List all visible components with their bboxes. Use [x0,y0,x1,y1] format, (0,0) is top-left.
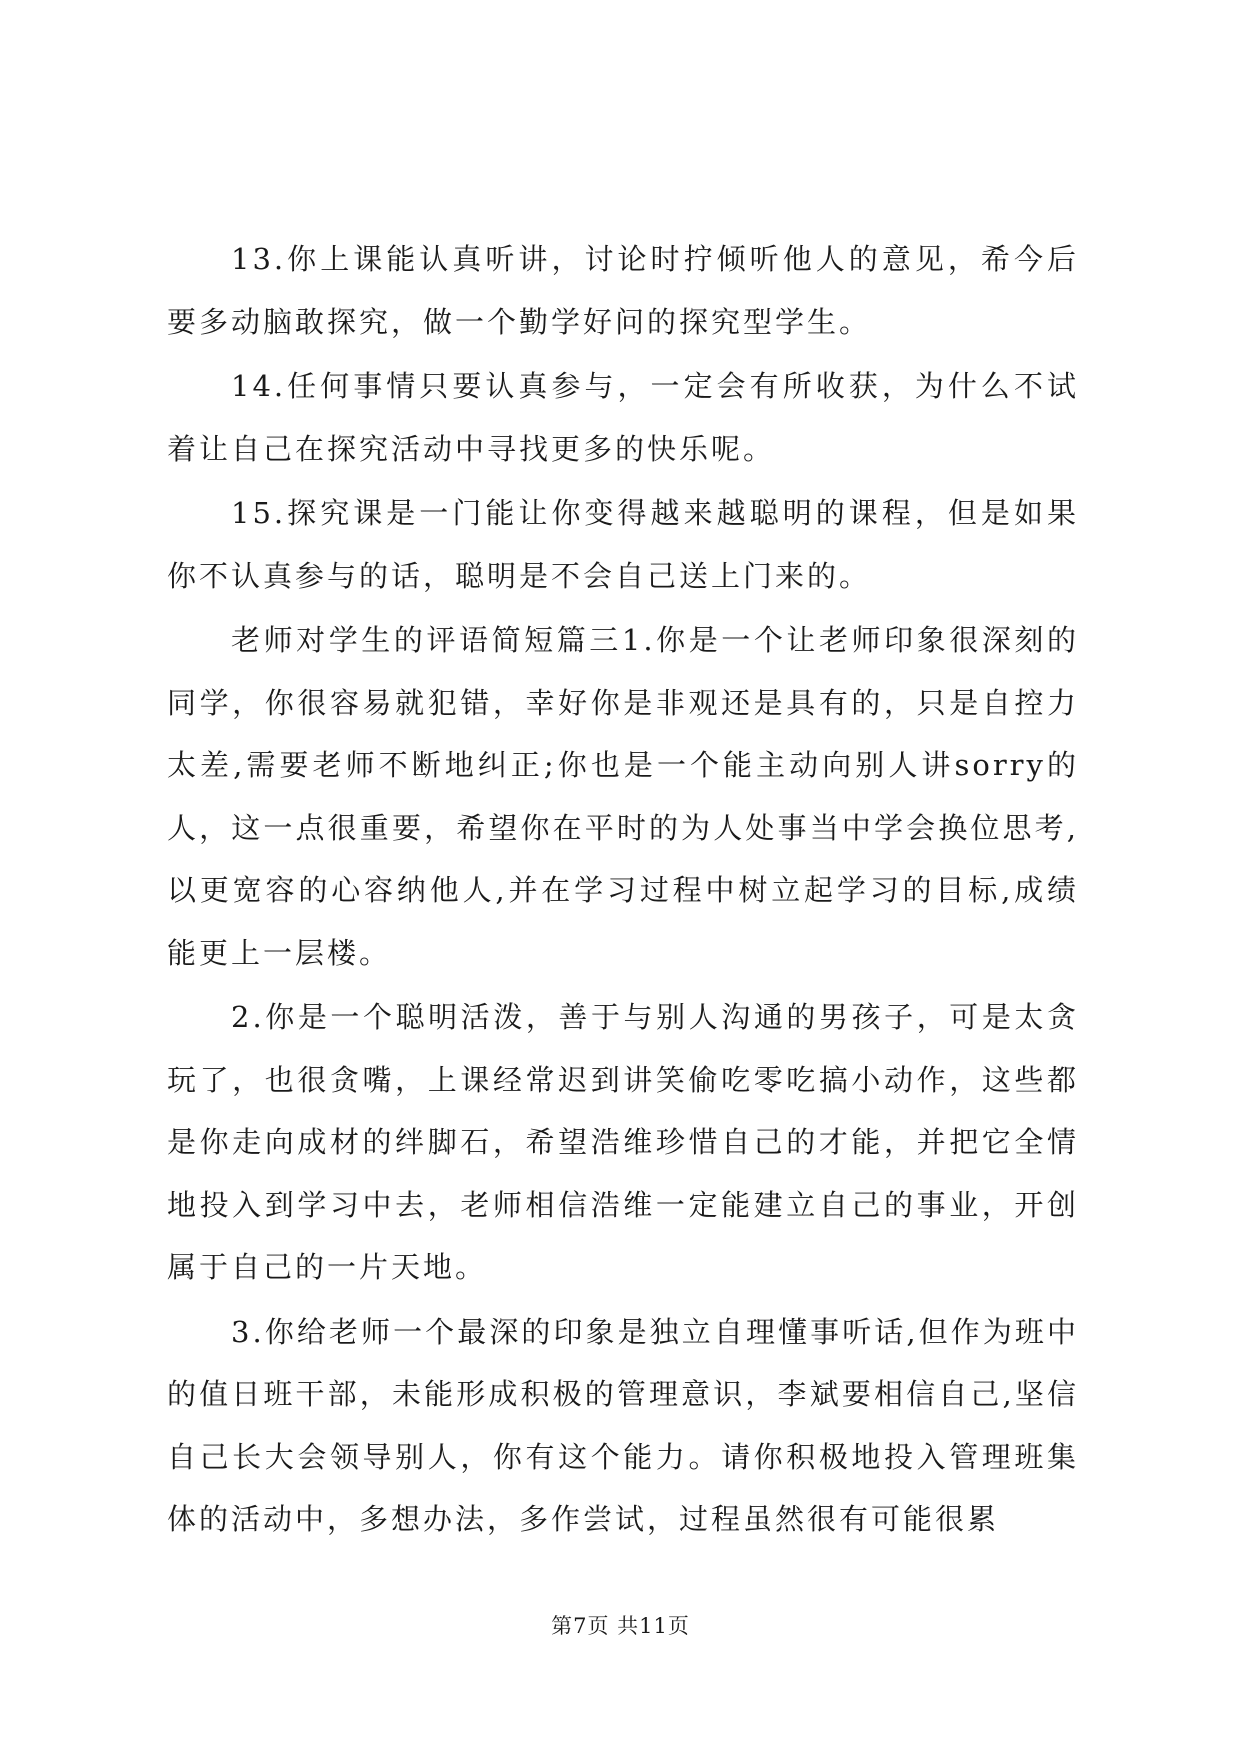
paragraph-14: 14.任何事情只要认真参与，一定会有所收获，为什么不试着让自己在探究活动中寻找更多的快乐呢。 [167,369,1079,466]
paragraph-13: 13.你上课能认真听讲，讨论时拧倾听他人的意见，希今后要多动脑敢探究，做一个勤学好问的探究型学生。 [167,242,1079,339]
page-footer: 第7页 共11页 [551,1614,690,1638]
paragraph-2: 2.你是一个聪明活泼，善于与别人沟通的男孩子，可是太贪玩了，也很贪嘴，上课经常迟到讲笑偷吃零吃搞小动作，这些都是你走向成材的绊脚石，希望浩维珍惜自己的才能，并把它全情地投入到学习中去，老师相信浩维一定能建立自己的事业，开创属于自己的一片天地。 [167,1000,1079,1284]
document-body [167,228,1079,1551]
paragraph-section-three: 老师对学生的评语简短篇三1.你是一个让老师印象很深刻的同学，你很容易就犯错，幸好你是非观还是具有的，只是自控力太差,需要老师不断地纠正;你也是一个能主动向别人讲sorry的人，这一点很重要，希望你在平时的为人处事当中学会换位思考,以更宽容的心容纳他人,并在学习过程中树立起学习的目标,成绩能更上一层楼。 [167,623,1079,970]
paragraph-3: 3.你给老师一个最深的印象是独立自理懂事听话,但作为班中的值日班干部，未能形成积极的管理意识，李斌要相信自己,坚信自己长大会领导别人，你有这个能力。请你积极地投入管理班集体的活动中，多想办法，多作尝试，过程虽然很有可能很累 [167,1314,1079,1536]
paragraph-15: 15.探究课是一门能让你变得越来越聪明的课程，但是如果你不认真参与的话，聪明是不会自己送上门来的。 [167,496,1079,593]
